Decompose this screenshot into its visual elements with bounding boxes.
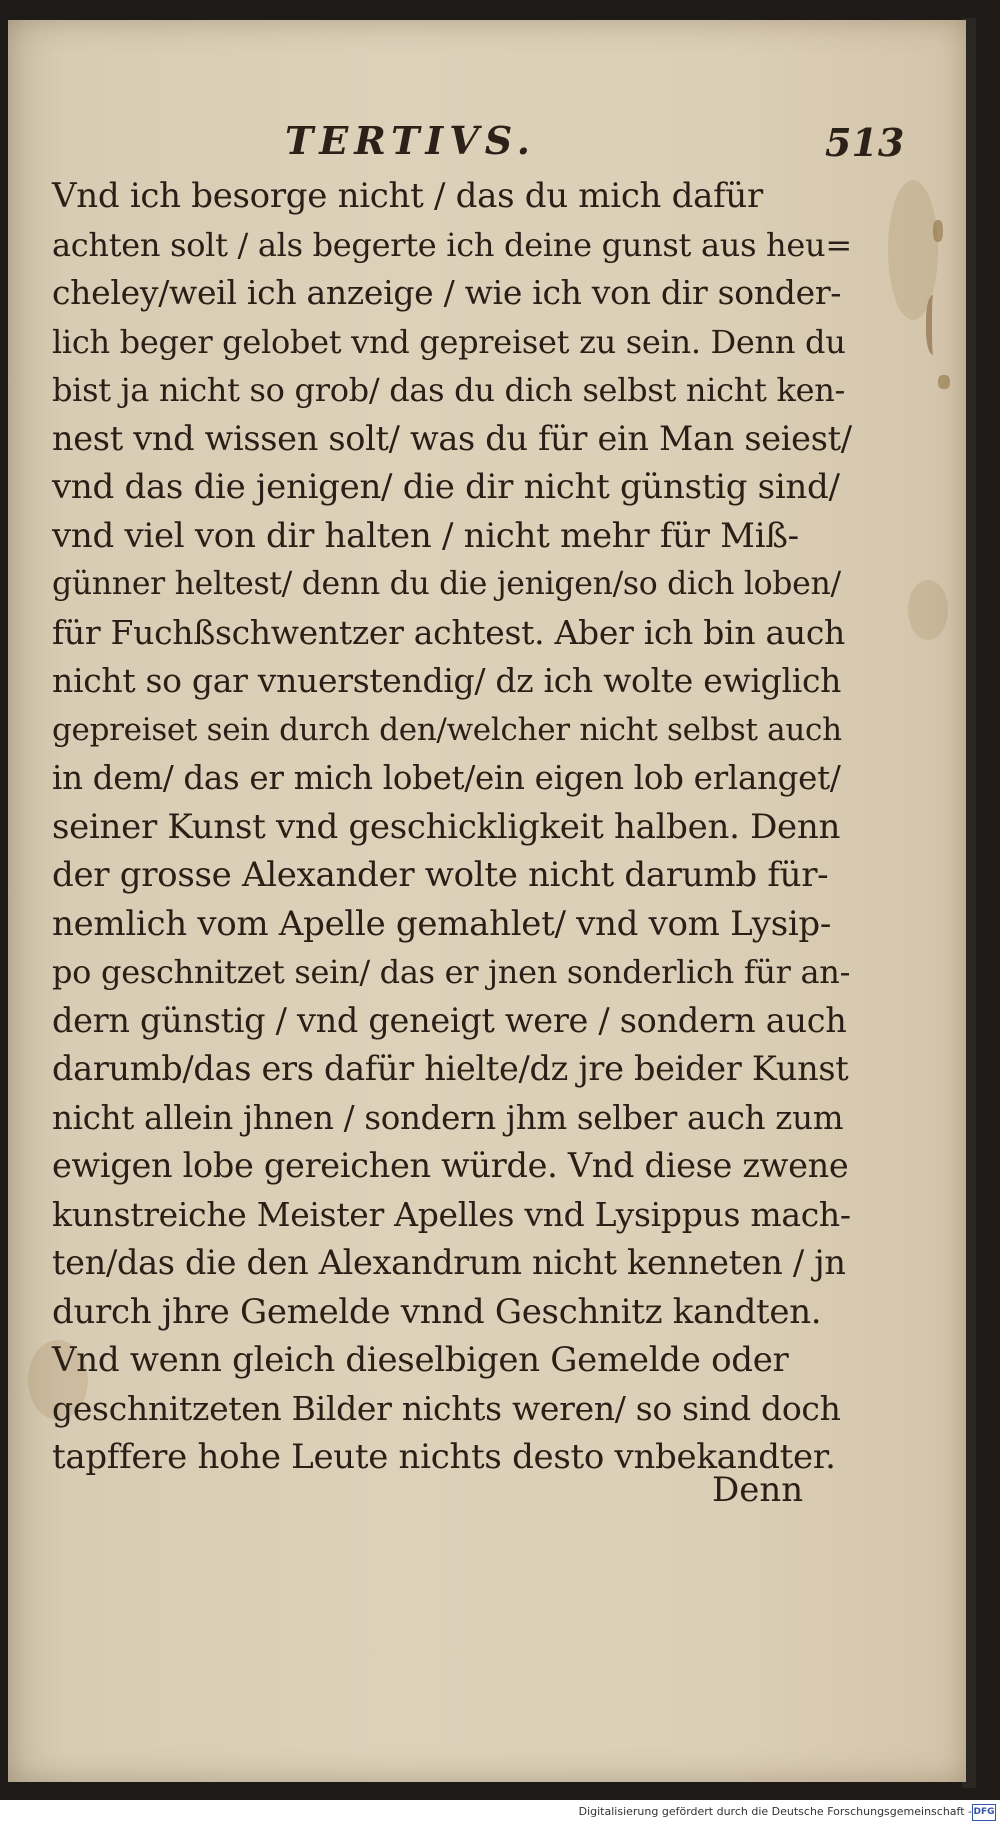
margin-ink-mark	[926, 295, 944, 355]
text-line: ewigen lobe gereichen würde. Vnd diese zwene	[52, 1146, 849, 1185]
text-line: nest vnd wissen solt/ was du für ein Man seiest/	[52, 418, 852, 458]
text-line: der grosse Alexander wolte nicht darumb für-	[52, 855, 829, 895]
text-line: vnd viel von dir halten / nicht mehr für Miß-	[52, 515, 799, 556]
text-line: po geschnitzet sein/ das er jnen sonderlich für an-	[52, 953, 851, 991]
text-line: ten/das die den Alexandrum nicht kenneten / jn	[52, 1243, 846, 1282]
text-line: gepreiset sein durch den/welcher nicht selbst auch	[52, 711, 842, 748]
body-text	[52, 172, 852, 1482]
text-line: achten solt / als begerte ich deine gunst aus heu=	[52, 225, 852, 264]
text-line: darumb/das ers dafür hielte/dz jre beider Kunst	[52, 1049, 849, 1088]
text-line: günner heltest/ denn du die jenigen/so dich loben/	[52, 566, 841, 602]
text-line: kunstreiche Meister Apelles vnd Lysippus mach-	[52, 1194, 851, 1234]
margin-ink-mark	[938, 375, 950, 389]
text-line: geschnitzeten Bilder nichts weren/ so sind doch	[52, 1388, 841, 1428]
text-line: seiner Kunst vnd geschickligkeit halben. Denn	[52, 806, 841, 847]
text-line: Vnd ich besorge nicht / das du mich dafür	[52, 176, 763, 216]
text-line: Vnd wenn gleich dieselbigen Gemelde oder	[52, 1340, 789, 1380]
text-line: vnd das die jenigen/ die dir nicht günstig sind/	[52, 467, 840, 507]
text-line: bist ja nicht so grob/ das du dich selbst nicht ken-	[52, 371, 846, 409]
text-line: cheley/weil ich anzeige / wie ich von dir sonder-	[52, 273, 842, 312]
text-line: durch jhre Gemelde vnnd Geschnitz kandten.	[52, 1291, 822, 1332]
text-line: tapffere hohe Leute nichts desto vnbekandter.	[52, 1437, 836, 1477]
catchword: Denn	[712, 1470, 804, 1510]
page-header	[60, 118, 920, 178]
text-line: nemlich vom Apelle gemahlet/ vnd vom Lysip-	[52, 903, 832, 944]
text-line: dern günstig / vnd geneigt were / sondern auch	[52, 1000, 847, 1040]
page-number: 513	[825, 120, 905, 165]
text-line: für Fuchßschwentzer achtest. Aber ich bin auch	[52, 612, 845, 652]
footer-bar	[0, 1800, 1000, 1827]
margin-ink-mark	[933, 220, 943, 242]
text-line: in dem/ das er mich lobet/ein eigen lob erlanget/	[52, 759, 841, 797]
text-line: nicht allein jhnen / sondern jhm selber auch zum	[52, 1098, 844, 1137]
text-line: lich beger gelobet vnd gepreiset zu sein. Denn du	[52, 322, 846, 361]
dfg-logo: DFG	[972, 1804, 996, 1821]
paper-stain	[908, 580, 948, 640]
running-head: TERTIVS.	[285, 118, 537, 163]
digitization-credit: Digitalisierung gefördert durch die Deutsche Forschungsgemeinschaft -	[578, 1805, 972, 1818]
text-line: nicht so gar vnuerstendig/ dz ich wolte ewiglich	[52, 661, 842, 700]
